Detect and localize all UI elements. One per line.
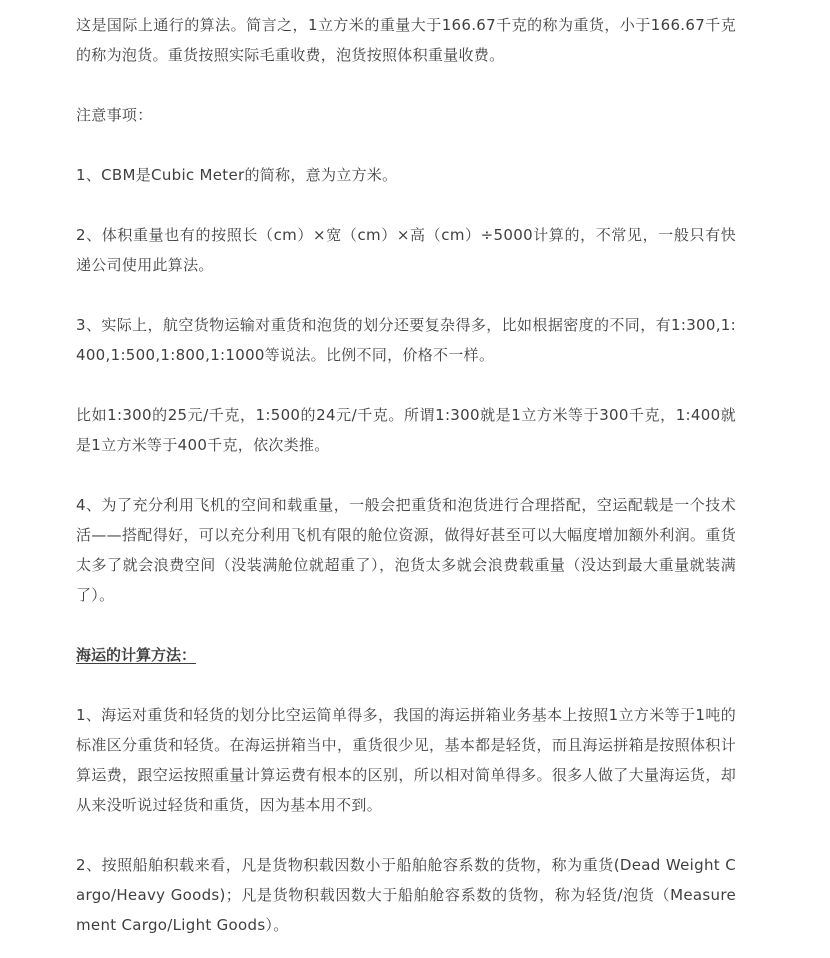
paragraph-notes-label: 注意事项： — [76, 106, 153, 124]
section-heading-sea-freight — [76, 640, 736, 670]
paragraph-ratio-example: 比如1:300的25元/千克，1:500的24元/千克。所谓1:300就是1立方米等于300千克，1:400就是1立方米等于400千克，依次类推。 — [76, 406, 736, 454]
paragraph-intro: 这是国际上通行的算法。简言之，1立方米的重量大于166.67千克的称为重货，小于166.67千克的称为泡货。重货按照实际毛重收费，泡货按照体积重量收费。 — [76, 16, 736, 64]
paragraph-note-4: 4、为了充分利用飞机的空间和载重量，一般会把重货和泡货进行合理搭配，空运配载是一个技术活——搭配得好，可以充分利用飞机有限的舱位资源，做得好甚至可以大幅度增加额外利润。重货太多了就会浪费空间（没装满舱位就超重了），泡货太多就会浪费载重量（没达到最大重量就装满了）。 — [76, 496, 736, 604]
paragraph-note-1: 1、CBM是Cubic Meter的简称，意为立方米。 — [76, 166, 398, 184]
section-heading-text: 海运的计算方法： — [76, 646, 197, 664]
paragraph-note-3: 3、实际上，航空货物运输对重货和泡货的划分还要复杂得多，比如根据密度的不同，有1:300,1:400,1:500,1:800,1:1000等说法。比例不同，价格不一样。 — [76, 316, 736, 364]
paragraph-note-2: 2、体积重量也有的按照长（cm）×宽（cm）×高（cm）÷5000计算的，不常见，一般只有快递公司使用此算法。 — [76, 226, 736, 274]
paragraph-sea-1: 1、海运对重货和轻货的划分比空运简单得多，我国的海运拼箱业务基本上按照1立方米等于1吨的标准区分重货和轻货。在海运拼箱当中，重货很少见，基本都是轻货，而且海运拼箱是按照体积计算运费，跟空运按照重量计算运费有根本的区别，所以相对简单得多。很多人做了大量海运货，却从来没听说过轻货和重货，因为基本用不到。 — [76, 706, 736, 814]
article-body — [76, 0, 736, 940]
paragraph-sea-2: 2、按照船舶积载来看，凡是货物积载因数小于船舶舱容系数的货物，称为重货(Dead Weight Cargo/Heavy Goods)；凡是货物积载因数大于船舶舱容系数的货物，称为轻货/泡货（Measurement Cargo/Light Goods）。 — [76, 856, 736, 934]
